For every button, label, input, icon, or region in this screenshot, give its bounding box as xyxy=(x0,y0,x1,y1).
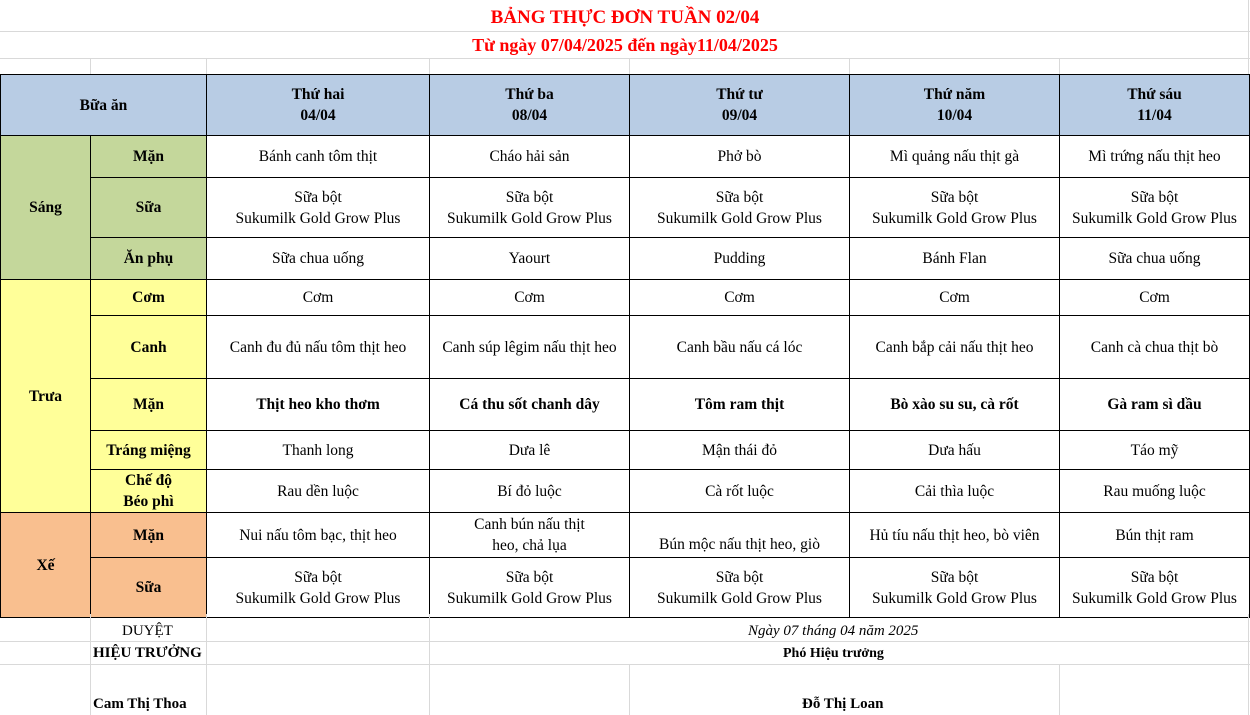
menu-cell xyxy=(430,178,630,238)
menu-cell xyxy=(850,558,1060,618)
cell-line: Sukumilk Gold Grow Plus xyxy=(872,589,1037,607)
menu-cell: Thịt heo kho thơm xyxy=(207,379,430,431)
dish-type-label: Sữa xyxy=(91,178,207,238)
grid-line xyxy=(0,664,1250,665)
cell-line: Sữa bột xyxy=(715,568,764,586)
day-header xyxy=(1060,75,1250,136)
grid-line xyxy=(429,614,430,715)
cell-line: Sữa bột xyxy=(294,188,342,206)
cell-line: Sukumilk Gold Grow Plus xyxy=(235,589,401,607)
cell-line: Béo phì xyxy=(123,493,174,510)
vice-principal-name: Đỗ Thị Loan xyxy=(802,696,884,712)
menu-cell: Canh đu đủ nấu tôm thịt heo xyxy=(207,316,430,379)
grid-line xyxy=(849,58,850,75)
menu-cell: Bánh Flan xyxy=(850,238,1060,280)
cell-line: Sukumilk Gold Grow Plus xyxy=(447,209,612,227)
dish-type-label: Mặn xyxy=(91,513,207,558)
cell-line: Sukumilk Gold Grow Plus xyxy=(1072,209,1237,227)
grid-line xyxy=(1248,614,1249,715)
menu-cell xyxy=(1060,558,1250,618)
cell-line: Sữa bột xyxy=(715,188,764,206)
menu-cell: Mì trứng nấu thịt heo xyxy=(1060,136,1250,178)
day-name: Thứ tư xyxy=(716,86,763,103)
cell-line: Sukumilk Gold Grow Plus xyxy=(657,589,822,607)
menu-cell: Yaourt xyxy=(430,238,630,280)
grid-line xyxy=(629,664,630,715)
menu-cell: Mì quảng nấu thịt gà xyxy=(850,136,1060,178)
menu-cell xyxy=(430,558,630,618)
menu-cell: Bún thịt ram xyxy=(1060,513,1250,558)
header-row xyxy=(1,75,1250,136)
menu-cell: Rau dền luộc xyxy=(207,470,430,513)
dish-type-label: Cơm xyxy=(91,280,207,316)
menu-cell: Thanh long xyxy=(207,431,430,470)
menu-cell: Pudding xyxy=(630,238,850,280)
grid-line xyxy=(1059,58,1060,75)
table-row xyxy=(1,431,1250,470)
menu-cell: Rau muống luộc xyxy=(1060,470,1250,513)
day-header xyxy=(430,75,630,136)
dish-type-label: Mặn xyxy=(91,136,207,178)
menu-cell: Cơm xyxy=(850,280,1060,316)
menu-cell: Bí đỏ luộc xyxy=(430,470,630,513)
cell-line: Sữa bột xyxy=(505,188,554,206)
cell-line: Sữa bột xyxy=(505,568,554,586)
table-row xyxy=(1,238,1250,280)
day-name: Thứ sáu xyxy=(1127,86,1182,103)
table-row xyxy=(1,280,1250,316)
table-row xyxy=(1,136,1250,178)
page-title: BẢNG THỰC ĐƠN TUẦN 02/04 xyxy=(490,7,760,28)
menu-cell: Cơm xyxy=(430,280,630,316)
menu-cell: Tôm ram thịt xyxy=(630,379,850,431)
day-header xyxy=(630,75,850,136)
cell-line: Sữa bột xyxy=(930,568,979,586)
table-row xyxy=(1,513,1250,558)
table-row xyxy=(1,379,1250,431)
meal-xe: Xế xyxy=(1,513,91,618)
menu-cell xyxy=(430,513,630,558)
menu-cell: Cơm xyxy=(1060,280,1250,316)
cell-line: Sukumilk Gold Grow Plus xyxy=(657,209,822,227)
page-subtitle: Từ ngày 07/04/2025 đến ngày11/04/2025 xyxy=(472,35,778,55)
menu-cell: Hủ tíu nấu thịt heo, bò viên xyxy=(850,513,1060,558)
cell-line: Sữa bột xyxy=(294,568,342,586)
dish-type-label: Ăn phụ xyxy=(91,238,207,280)
cell-line: Sukumilk Gold Grow Plus xyxy=(1072,589,1237,607)
cell-line: heo, chả lụa xyxy=(492,537,567,554)
table-row xyxy=(1,178,1250,238)
menu-cell: Cá thu sốt chanh dây xyxy=(430,379,630,431)
principal-name: Cam Thị Thoa xyxy=(93,696,187,712)
dish-type-label: Sữa xyxy=(91,558,207,618)
menu-cell: Bánh canh tôm thịt xyxy=(207,136,430,178)
menu-cell xyxy=(1060,178,1250,238)
cell-line: Sữa bột xyxy=(1130,188,1179,206)
grid-line xyxy=(90,58,91,75)
menu-cell xyxy=(630,178,850,238)
menu-table xyxy=(0,74,1250,618)
menu-cell: Cải thìa luộc xyxy=(850,470,1060,513)
cell-line: Sữa bột xyxy=(930,188,979,206)
meal-header: Bữa ăn xyxy=(1,75,207,136)
principal-title: HIỆU TRƯỞNG xyxy=(93,645,202,661)
menu-cell: Dưa lê xyxy=(430,431,630,470)
menu-cell: Bò xào su su, cà rốt xyxy=(850,379,1060,431)
table-row xyxy=(1,316,1250,379)
cell-line: Chế độ xyxy=(125,472,172,489)
meal-sang: Sáng xyxy=(1,136,91,280)
day-date: 09/04 xyxy=(721,107,758,124)
menu-cell: Sữa chua uống xyxy=(1060,238,1250,280)
grid-line xyxy=(206,614,207,715)
menu-cell: Cơm xyxy=(207,280,430,316)
table-row xyxy=(1,558,1250,618)
menu-cell: Canh súp lêgim nấu thịt heo xyxy=(430,316,630,379)
grid-line xyxy=(629,58,630,75)
grid-line xyxy=(90,614,91,715)
day-name: Thứ hai xyxy=(291,86,345,103)
menu-cell xyxy=(207,178,430,238)
cell-line: Sữa bột xyxy=(1130,568,1179,586)
menu-cell: Cơm xyxy=(630,280,850,316)
approval-label: DUYỆT xyxy=(122,623,173,639)
menu-cell: Táo mỹ xyxy=(1060,431,1250,470)
day-name: Thứ ba xyxy=(505,86,554,103)
menu-cell: Mận thái đỏ xyxy=(630,431,850,470)
dish-type-label: Canh xyxy=(91,316,207,379)
dish-type-label: Tráng miệng xyxy=(91,431,207,470)
menu-cell xyxy=(630,558,850,618)
table-row xyxy=(1,470,1250,513)
vice-principal-title: Phó Hiệu trưởng xyxy=(783,646,884,661)
day-date: 04/04 xyxy=(300,107,336,124)
day-name: Thứ năm xyxy=(923,86,986,103)
grid-line xyxy=(0,58,1250,59)
menu-cell: Gà ram sì dầu xyxy=(1060,379,1250,431)
cell-line: Sukumilk Gold Grow Plus xyxy=(235,209,401,227)
menu-cell: Canh bắp cải nấu thịt heo xyxy=(850,316,1060,379)
menu-cell: Cháo hải sản xyxy=(430,136,630,178)
cell-line: Canh bún nấu thịt xyxy=(474,516,585,533)
signature-date: Ngày 07 tháng 04 năm 2025 xyxy=(748,623,919,639)
grid-line xyxy=(0,31,1250,32)
menu-cell: Sữa chua uống xyxy=(207,238,430,280)
day-header xyxy=(207,75,430,136)
dish-type-label xyxy=(91,470,207,513)
cell-line: Sukumilk Gold Grow Plus xyxy=(872,209,1037,227)
day-date: 08/04 xyxy=(511,107,548,124)
grid-line xyxy=(429,58,430,75)
menu-cell: Phở bò xyxy=(630,136,850,178)
dish-type-label: Mặn xyxy=(91,379,207,431)
menu-cell: Dưa hấu xyxy=(850,431,1060,470)
grid-line xyxy=(1059,664,1060,715)
menu-cell: Bún mộc nấu thịt heo, giò xyxy=(630,513,850,558)
menu-cell: Nui nấu tôm bạc, thịt heo xyxy=(207,513,430,558)
menu-cell: Canh bầu nấu cá lóc xyxy=(630,316,850,379)
menu-cell xyxy=(850,178,1060,238)
menu-cell: Canh cà chua thịt bò xyxy=(1060,316,1250,379)
menu-cell xyxy=(207,558,430,618)
day-date: 11/04 xyxy=(1137,107,1172,124)
menu-cell: Cà rốt luộc xyxy=(630,470,850,513)
day-header xyxy=(850,75,1060,136)
meal-trua: Trưa xyxy=(1,280,91,513)
day-date: 10/04 xyxy=(936,107,973,124)
cell-line: Sukumilk Gold Grow Plus xyxy=(447,589,612,607)
grid-line xyxy=(0,641,1250,642)
grid-line xyxy=(206,58,207,75)
